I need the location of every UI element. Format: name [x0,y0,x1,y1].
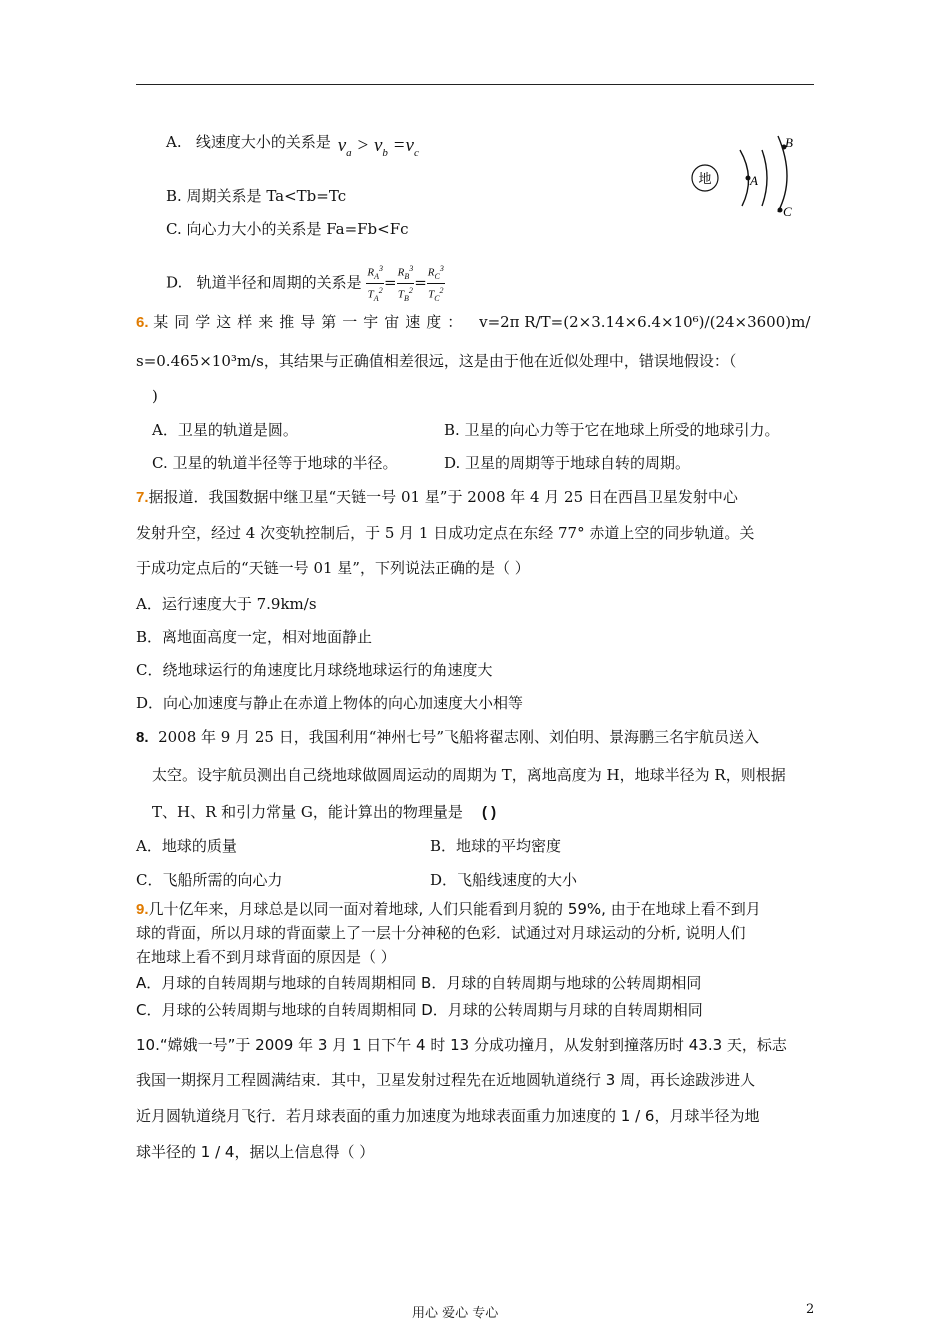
earth-label: 地 [698,172,712,187]
q6-line1: 6. 某同学这样来推导第一宇宙速度： v=2π R/T=(2×3.14×6.4×10⁶)/(24×3600)m/ [136,313,811,331]
q6-line2: s=0.465×10³m/s，其结果与正确值相差很远，这是由于他在近似处理中，错误地假设：（ [136,352,737,370]
q10-line1: 10.“嫦娥一号”于 2009 年 3 月 1 日下午 4 时 13 分成功撞月，从发射到撞落历时 43.3 天，标志 [136,1036,787,1054]
q6-line3: ) [152,387,158,405]
q10-line3: 近月圆轨道绕月飞行．若月球表面的重力加速度为地球表面重力加速度的 1 / 6，月球半径为地 [136,1107,760,1125]
q7-line1: 7.据报道．我国数据中继卫星“天链一号 01 星”于 2008 年 4 月 25 日在西昌卫星发射中心 [136,488,738,506]
q8-line2: 太空。设宇航员测出自己绕地球做圆周运动的周期为 T，离地高度为 H，地球半径为 R，则根据 [152,766,786,784]
q6-option-a: A．卫星的轨道是圆。 [152,421,298,439]
q9-options-cd: C．月球的公转周期与地球的自转周期相同 D．月球的公转周期与月球的自转周期相同 [136,1001,703,1019]
orbit-diagram [680,128,800,228]
footer-motto: 用心 爱心 专心 [412,1306,499,1321]
label-c: C [783,204,792,219]
q7-option-a: A．运行速度大于 7.9km/s [136,595,317,613]
q5-option-c: C. 向心力大小的关系是 Fa=Fb<Fc [166,220,409,238]
q8-option-c: C．飞船所需的向心力 [136,871,283,889]
q7-option-c: C．绕地球运行的角速度比月球绕地球运行的角速度大 [136,661,493,679]
q8-line3: T、H、R 和引力常量 G，能计算出的物理量是 ( ) [152,803,497,821]
satellite-c [778,208,783,213]
q10-line2: 我国一期探月工程圆满结束．其中，卫星发射过程先在近地圆轨道绕行 3 周，再长途跋涉进人 [136,1071,756,1089]
fraction-ra: $\frac{R_A^3}{T_A^2}$ [367,264,383,303]
q5-option-a: A. 线速度大小的关系是 $v_a > v_b =v_c$ [166,133,419,159]
q8-line1: 8. 2008 年 9 月 25 日，我国利用“神州七号”飞船将翟志刚、刘伯明、景海鹏三名宇航员送入 [136,728,760,746]
q8-option-d: D．飞船线速度的大小 [430,871,578,889]
q7-option-b: B．离地面高度一定，相对地面静止 [136,628,373,646]
q7-line3: 于成功定点后的“天链一号 01 星”，下列说法正确的是（ ） [136,559,530,577]
label-a: A [750,173,758,188]
header-rule [136,84,814,85]
q9-line2: 球的背面，所以月球的背面蒙上了一层十分神秘的色彩．试通过对月球运动的分析, 说明人们 [136,924,746,942]
q9-line1: 9.几十亿年来，月球总是以同一面对着地球, 人们只能看到月貌的 59%, 由于在地球上看不到月 [136,900,761,918]
label-b: B [785,135,793,150]
q8-option-a: A．地球的质量 [136,837,237,855]
fraction-rb: $\frac{R_B^3}{T_B^2}$ [397,264,414,303]
q7-line2: 发射升空，经过 4 次变轨控制后，于 5 月 1 日成功定点在东经 77° 赤道上空的同步轨道。关 [136,524,755,542]
fraction-rc: $\frac{R_C^3}{T_C^2}$ [427,264,444,303]
q10-line4: 球半径的 1 / 4，据以上信息得（ ） [136,1143,375,1161]
orbit-arc-short [762,150,767,206]
q5-a-formula: $v_a > v_b =v_c$ [337,135,419,159]
q8-option-b: B．地球的平均密度 [430,837,562,855]
q9-options-ab: A．月球的自转周期与地球的自转周期相同 B．月球的自转周期与地球的公转周期相同 [136,974,702,992]
page-number: 2 [806,1302,815,1317]
q6-option-b: B. 卫星的向心力等于它在地球上所受的地球引力。 [444,421,780,439]
q7-option-d: D．向心加速度与静止在赤道上物体的向心加速度大小相等 [136,694,524,712]
q5-option-b: B. 周期关系是 Ta<Tb=Tc [166,187,347,205]
q9-line3: 在地球上看不到月球背面的原因是（ ） [136,948,396,966]
q6-option-d: D. 卫星的周期等于地球自转的周期。 [444,454,691,472]
q6-formula: v=2π R/T=(2×3.14×6.4×10⁶)/(24×3600)m/ [479,313,811,331]
q6-option-c: C. 卫星的轨道半径等于地球的半径。 [152,454,398,472]
q5-option-d: D. 轨道半径和周期的关系是 $\frac{R_A^3}{T_A^2}$ = $\frac{R_B^3}{T_B^2}$ = $\frac{R_C^3}{T_C^2}$ [166,264,444,303]
